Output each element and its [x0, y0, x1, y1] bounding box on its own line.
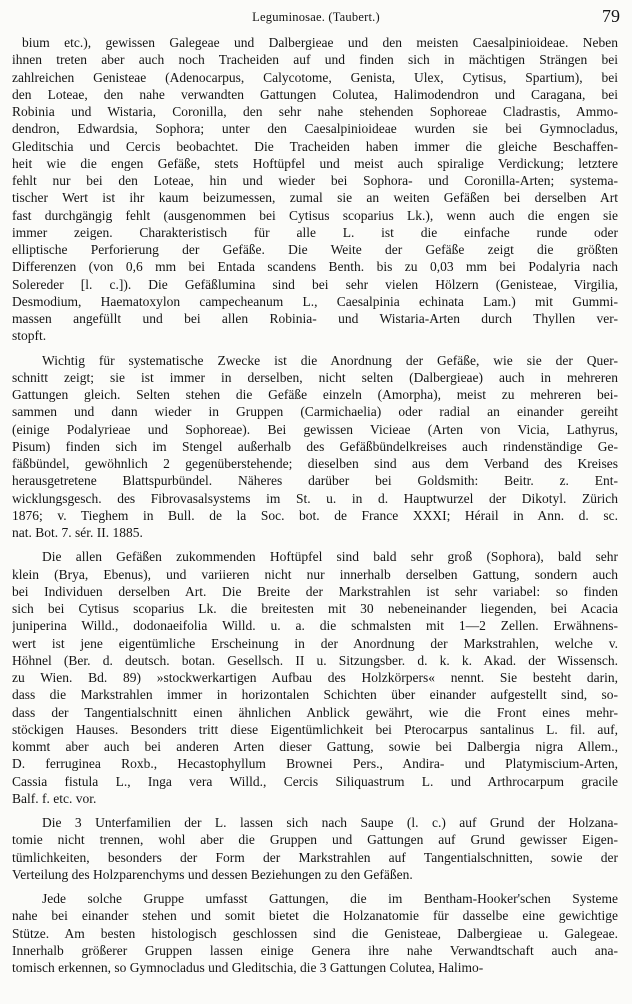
text-line: sammen und dann wieder in Gruppen (Carmichaelia) oder radial an einander gereiht	[12, 404, 618, 420]
text-line: Jede solche Gruppe umfasst Gattungen, die im Bentham-Hooker'schen Systeme	[42, 891, 618, 906]
text-line: Höhnel (Ber. d. deutsch. botan. Gesellsch. II u. Sitzungsber. d. k. k. Akad. der Wissensch.	[12, 652, 618, 668]
text-line: klein (Brya, Ebenus), und variieren nicht nur innerhalb derselben Gattung, sondern auch	[12, 566, 618, 582]
text-line: immer zeigen. Charakteristisch für alle L. ist die einfache runde oder	[12, 224, 618, 240]
text-line: Wichtig für systematische Zwecke ist die Anordnung der Gefäße, wie sie der Quer-	[42, 352, 618, 368]
body-text	[12, 34, 618, 976]
text-line: elliptische Perforierung der Gefäße. Die Weite der Gefäße zeigt die größten	[12, 242, 618, 257]
text-line: Gleditschia und Cercis beobachtet. Die Tracheiden haben immer die gleiche Beschaffen-	[12, 138, 618, 154]
text-line: den Loteae, den nahe verwandten Gattungen Colutea, Halimodendron und Caragana, bei	[12, 86, 618, 102]
text-line: zahlreichen Genisteae (Adenocarpus, Calycotome, Genista, Ulex, Cytisus, Spartium), bei	[12, 69, 618, 85]
text-line: Innerhalb größerer Gruppen lassen einige Genera ihre nahe Verwandtschaft auch ana-	[12, 942, 618, 958]
paragraph	[12, 34, 618, 345]
text-line: Robinia und Wistaria, Coronilla, den sehr nahe stehenden Sophoreae Cladrastis, Ammo-	[12, 104, 618, 119]
paragraph	[12, 890, 618, 976]
text-line: kommt aber auch bei anderen Arten dieser Gattung, sowie bei Dalbergia nigra Allem.,	[12, 739, 618, 754]
text-line: dass der Tangentialschnitt einen ähnlichen Anblick gewährt, wie die Front eines mehr-	[12, 704, 618, 720]
text-line: wicklungsgesch. des Fibrovasalsystems im St. u. in d. Hauptwurzel der Dikotyl. Zürich	[12, 490, 618, 506]
text-line: D. ferruginea Roxb., Hecastophyllum Brownei Pers., Andira- und Platymiscium-Arten,	[12, 756, 618, 772]
text-line: (einige Podalyrieae und Sophoreae). Bei gewissen Vicieae (Arten von Vicia, Lathyrus,	[12, 421, 618, 437]
running-head: Leguminosae. (Taubert.)	[252, 10, 380, 24]
text-line: Die allen Gefäßen zukommenden Hoftüpfel sind bald sehr groß (Sophora), bald sehr	[42, 549, 618, 565]
text-line: massen angefüllt und bei allen Robinia- und Wistaria-Arten durch Thyllen ver-	[12, 311, 618, 326]
text-line: Gattungen gleich. Selten stehen die Gefäße einzeln (Amorpha), meist zu mehreren bei-	[12, 387, 618, 402]
text-line: nat. Bot. 7. sér. II. 1885.	[12, 525, 143, 540]
text-line: tomie nicht trennen, wohl aber die Gruppen und Gattungen auf Grund gewisser Eigen-	[12, 832, 618, 848]
text-line: stopft.	[12, 328, 47, 344]
paragraph	[12, 352, 618, 542]
page-header	[0, 6, 632, 28]
text-line: tümlichkeiten, besonders der Form der Markstrahlen auf Tangentialschnitten, sowie der	[12, 849, 618, 865]
text-line: bium etc.), gewissen Galegeae und Dalbergieae und den meisten Caesalpinioideae. Neben	[22, 35, 618, 50]
text-line: ihnen treten aber auch noch Tracheiden auf und finden sich in mächtigen Strängen bei	[12, 52, 618, 68]
text-line: juniperina Willd., dodonaeifolia Willd. u. a. die schmalsten mit 1—2 Zellen. Erwähnens-	[12, 618, 618, 634]
text-line: dass die Markstrahlen immer in horizontalen Schichten über einander aufgestellt sind, so-	[12, 687, 618, 703]
text-line: nahe bei einander stehen und somit bietet die Holzanatomie für dasselbe eine gewichtige	[12, 908, 618, 924]
text-line: tischer Wert ist ihr kaum beizumessen, zumal sie an weiten Gefäßen bei derselben Art	[12, 190, 618, 206]
text-line: Differenzen (von 0,6 mm bei Entada scandens Benth. bis zu 0,03 mm bei Podalyria nach	[12, 259, 618, 275]
text-line: Cassia fistula L., Inga vera Willd., Cercis Siliquastrum L. und Arthrocarpum gracile	[12, 773, 618, 789]
text-line: bei Individuen derselben Art. Die Breite der Markstrahlen ist sehr variabel: so finden	[12, 583, 618, 599]
text-line: heit wie die engen Gefäße, stets Hoftüpfel und meist auch spiralige Verdickung; letztere	[12, 155, 618, 171]
text-line: dendron, Edwardsia, Sophora; unter den Caesalpinioideae wurden sie bei Gymnocladus,	[12, 121, 618, 137]
text-line: Pisum) finden sich im Stengel außerhalb des Gefäßbündelkreises auch rindenständige Ge-	[12, 438, 618, 454]
text-line: sich bei Cytisus scoparius Lk. die breitesten mit 30 nebeneinander liegenden, bei Acacia	[12, 601, 618, 616]
text-line: Balf. f. etc. vor.	[12, 790, 97, 806]
paragraph	[12, 814, 618, 883]
page-number: 79	[602, 6, 620, 26]
text-line: tomisch erkennen, so Gymnocladus und Gleditschia, die 3 Gattungen Colutea, Halimo-	[12, 960, 484, 975]
text-line: 1876; v. Tieghem in Bull. de la Soc. bot. de France XXXI; Hérail in Ann. d. sc.	[12, 507, 618, 523]
text-line: Desmodium, Haematoxylon campecheanum L., Caesalpinia echinata Lam.) mit Gummi-	[12, 293, 618, 309]
text-line: schnitt zeigt; sie ist immer in derselben, nicht selten (Dalbergieae) auch in mehreren	[12, 369, 618, 385]
text-line: fäßbündel, gewöhnlich 2 gegenüberstehende; dieselben sind aus dem Verband des Kreises	[12, 456, 618, 471]
text-line: herausgetretene Blattspurbündel. Näheres darüber bei Goldsmith: Beitr. z. Ent-	[12, 473, 618, 489]
text-line: fehlt nur bei den Loteae, hin und wieder bei Sophora- und Coronilla-Arten; systema-	[12, 173, 618, 188]
text-line: Stütze. Am besten histologisch geschlossen sind die Genisteae, Dalbergieae u. Galegeae.	[12, 925, 618, 941]
text-line: wert ist jene eigentümliche Erscheinung in der Anordnung der Markstrahlen, welche v.	[12, 635, 618, 651]
text-line: fast durchgängig fehlt (ausgenommen bei Cytisus scoparius Lk.), wenn auch die engen sie	[12, 207, 618, 223]
text-line: Verteilung des Holzparenchyms und dessen Beziehungen zu den Gefäßen.	[12, 866, 413, 882]
text-line: stöckigen Hauses. Besonders tritt diese Eigentümlichkeit bei Pterocarpus santalinus L. fil. auf,	[12, 721, 618, 737]
text-line: Solereder [l. c.]). Die Gefäßlumina sind bei sehr vielen Hölzern (Genisteae, Virgilia,	[12, 276, 618, 292]
text-line: Die 3 Unterfamilien der L. lassen sich nach Saupe (l. c.) auf Grund der Holzana-	[42, 815, 618, 830]
text-line: zu Wien. Bd. 89) »stockwerkartigen Aufbau des Holzkörpers« nennt. Sie besteht darin,	[12, 670, 618, 685]
paragraph	[12, 548, 618, 807]
